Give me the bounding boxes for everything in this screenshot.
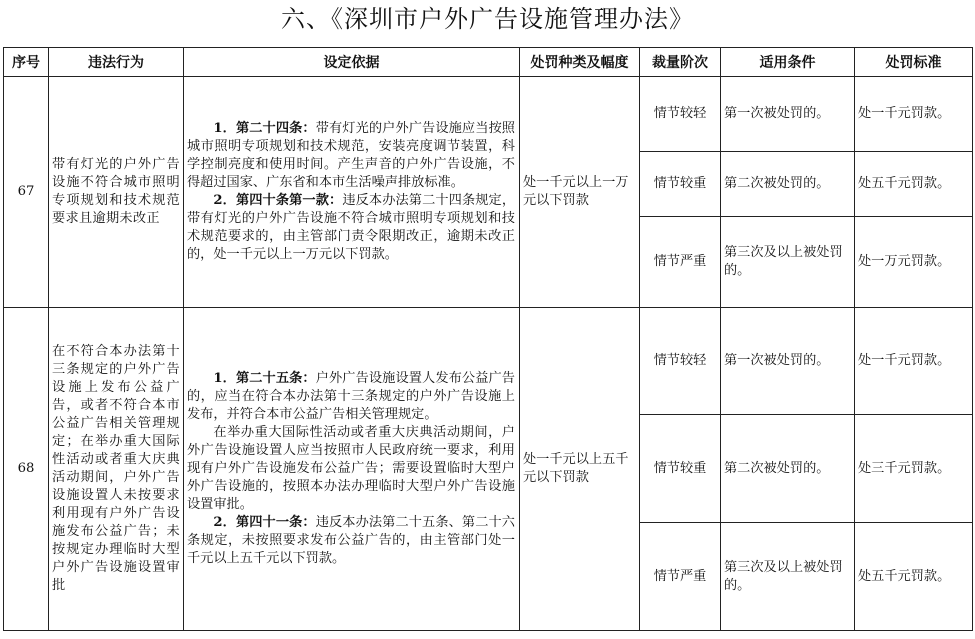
grade-level: 情节严重: [640, 217, 721, 308]
grade-condition: 第一次被处罚的。: [721, 308, 855, 415]
grade-standard: 处五千元罚款。: [855, 523, 973, 631]
legal-basis: [184, 308, 520, 631]
article-lead: 2．第四十条第一款：: [213, 193, 343, 208]
penalty-table: [3, 47, 973, 631]
grade-level: 情节较重: [640, 415, 721, 523]
article-text: 违反本办法第二十五条、第二十六条规定，未按照要求发布公益广告的，由主管部门处一千元以上五千元以下罚款。: [187, 515, 515, 566]
grade-level: 情节较轻: [640, 77, 721, 152]
basis-paragraph: [187, 370, 515, 424]
grade-level: 情节严重: [640, 523, 721, 631]
header-level: 裁量阶次: [640, 48, 721, 77]
penalty-range: 处一千元以上五千元以下罚款: [520, 308, 640, 631]
penalty-range: 处一千元以上一万元以下罚款: [520, 77, 640, 308]
row-number: 67: [4, 77, 49, 308]
header-standard: 处罚标准: [855, 48, 973, 77]
header-penalty: 处罚种类及幅度: [520, 48, 640, 77]
grade-condition: 第三次及以上被处罚的。: [721, 217, 855, 308]
row-number: 68: [4, 308, 49, 631]
header-condition: 适用条件: [721, 48, 855, 77]
article-text: 在举办重大国际性活动或者重大庆典活动期间，户外广告设施设置人应当按照市人民政府统一要求，利用现有户外广告设施发布公益广告；需要设置临时大型户外广告设施的，按照本办法办理临时大型户外广告设施设置审批。: [187, 425, 515, 512]
basis-paragraph: [187, 120, 515, 192]
basis-paragraph: [187, 514, 515, 568]
basis-paragraph: [187, 424, 515, 514]
article-text: 户外广告设施设置人发布公益广告的，应当在符合本办法第十三条规定的户外广告设施上发布，并符合本市公益广告相关管理规定。: [187, 371, 515, 422]
legal-basis: [184, 77, 520, 308]
grade-condition: 第一次被处罚的。: [721, 77, 855, 152]
grade-standard: 处三千元罚款。: [855, 415, 973, 523]
violation-text: 带有灯光的户外广告设施不符合城市照明专项规划和技术规范要求且逾期未改正: [49, 77, 184, 308]
basis-paragraph: [187, 192, 515, 264]
header-basis: 设定依据: [184, 48, 520, 77]
article-text: 违反本办法第二十四条规定，带有灯光的户外广告设施不符合城市照明专项规划和技术规范要求的，由主管部门责令限期改正，逾期未改正的，处一千元以上一万元以下罚款。: [187, 193, 516, 262]
header-act: 违法行为: [49, 48, 184, 77]
article-lead: 2．第四十一条：: [213, 515, 316, 530]
table-row: [4, 308, 973, 415]
grade-level: 情节较轻: [640, 308, 721, 415]
grade-condition: 第三次及以上被处罚的。: [721, 523, 855, 631]
grade-level: 情节较重: [640, 152, 721, 217]
grade-condition: 第二次被处罚的。: [721, 152, 855, 217]
grade-standard: 处五千元罚款。: [855, 152, 973, 217]
article-lead: 1．第二十五条：: [213, 371, 316, 386]
article-text: 带有灯光的户外广告设施应当按照城市照明专项规划和技术规范，安装亮度调节装置，科学控制亮度和使用时间。产生声音的户外广告设施，不得超过国家、广东省和本市生活噪声排放标准。: [187, 121, 515, 190]
page-title: 六、《深圳市户外广告设施管理办法》: [281, 5, 694, 33]
article-lead: 1．第二十四条：: [213, 121, 316, 136]
grade-standard: 处一千元罚款。: [855, 77, 973, 152]
header-no: 序号: [4, 48, 49, 77]
grade-condition: 第二次被处罚的。: [721, 415, 855, 523]
table-row: [4, 77, 973, 152]
grade-standard: 处一千元罚款。: [855, 308, 973, 415]
grade-standard: 处一万元罚款。: [855, 217, 973, 308]
violation-text: 在不符合本办法第十三条规定的户外广告设施上发布公益广告，或者不符合本市公益广告相关管理规定；在举办重大国际性活动或者重大庆典活动期间，户外广告设施设置人未按要求利用现有户外广告设施发布公益广告；未按规定办理临时大型户外广告设施设置审批: [49, 308, 184, 631]
table-header-row: [4, 48, 973, 77]
